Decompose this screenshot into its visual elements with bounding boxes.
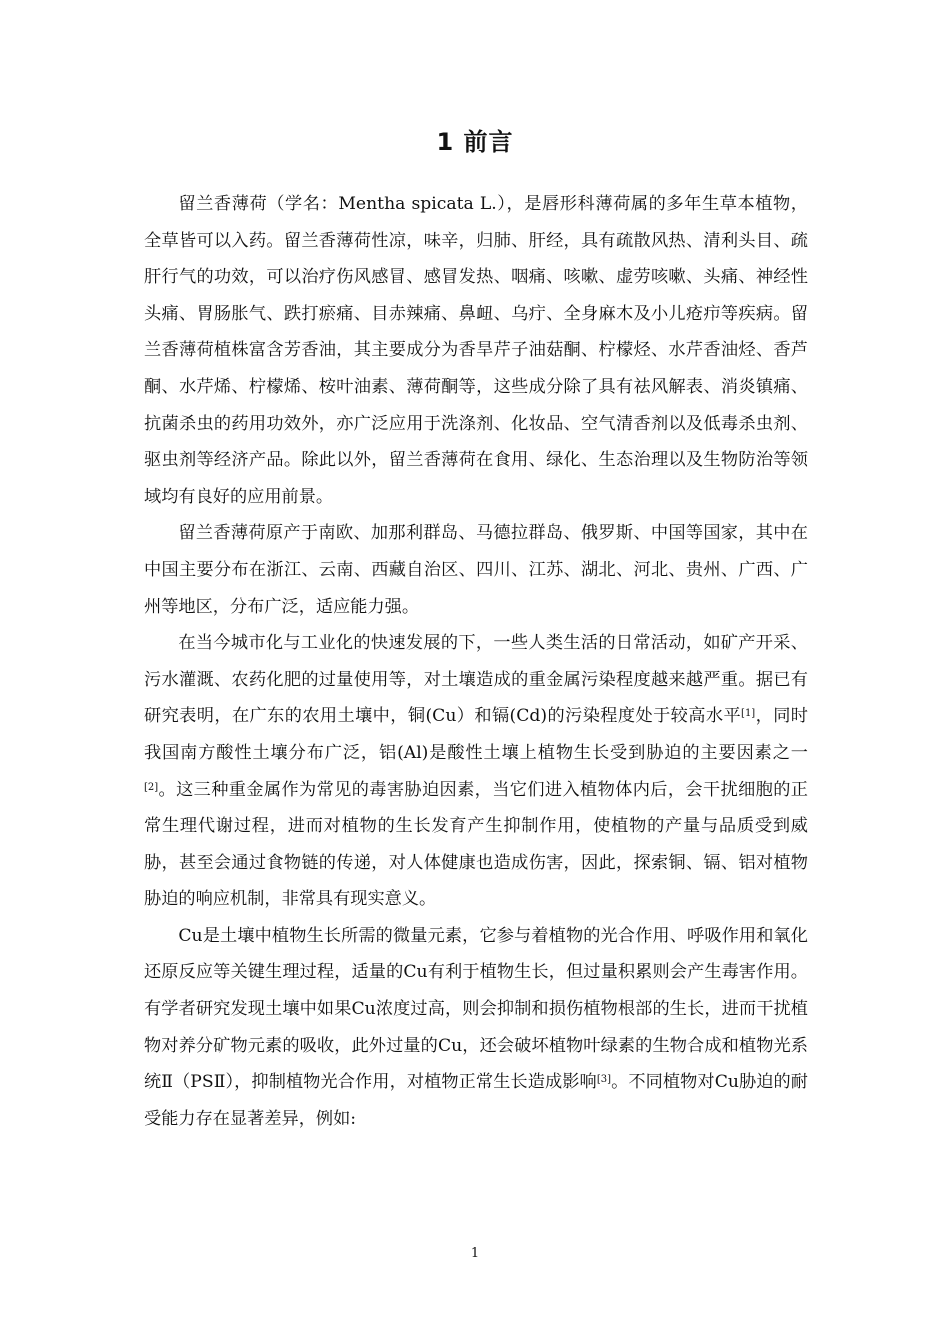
citation-2: [2] [144,781,159,793]
paragraph-4-text-b: 。不同植物对Cu胁迫的耐受能力存在显著差异，例如: [144,1072,808,1129]
paragraph-2: 留兰香薄荷原产于南欧、加那利群岛、马德拉群岛、俄罗斯、中国等国家，其中在中国主要分布在浙江、云南、西藏自治区、四川、江苏、湖北、河北、贵州、广西、广州等地区，分布广泛，适应能力强。 [144,523,808,617]
citation-1: [1] [741,708,756,720]
section-title: 1 前言 [436,128,514,156]
paragraph-3 [144,625,808,918]
paragraph-1: 留兰香薄荷（学名：Mentha spicata L.），是唇形科薄荷属的多年生草本植物，全草皆可以入药。留兰香薄荷性凉，味辛，归肺、肝经，具有疏散风热、清利头目、疏肝行气的功效，可以治疗伤风感冒、感冒发热、咽痛、咳嗽、虚劳咳嗽、头痛、神经性头痛、胃肠胀气、跌打瘀痛、目赤辣痛、鼻衄、乌疔、全身麻木及小儿疮疖等疾病。留兰香薄荷植株富含芳香油，其主要成分为香旱芹子油菇酮、柠檬烃、水芹香油烃、香芦酮、水芹烯、柠檬烯、桉叶油素、薄荷酮等，这些成分除了具有祛风解表、消炎镇痛、抗菌杀虫的药用功效外，亦广泛应用于洗涤剂、化妆品、空气清香剂以及低毒杀虫剂、驱虫剂等经济产品。除此以外，留兰香薄荷在食用、绿化、生态治理以及生物防治等领域均有良好的应用前景。 [144,194,808,507]
paragraph-3-text-c: 。这三种重金属作为常见的毒害胁迫因素，当它们进入植物体内后，会干扰细胞的正常生理代谢过程，进而对植物的生长发育产生抑制作用，使植物的产量与品质受到威胁，甚至会通过食物链的传递，对人体健康也造成伤害，因此，探索铜、镉、铝对植物胁迫的响应机制，非常具有现实意义。 [144,779,808,910]
paragraph-4-text-a: Cu是土壤中植物生长所需的微量元素，它参与着植物的光合作用、呼吸作用和氧化还原反应等关键生理过程，适量的Cu有利于植物生长，但过量积累则会产生毒害作用。有学者研究发现土壤中如果Cu浓度过高，则会抑制和损伤植物根部的生长，进而干扰植物对养分矿物元素的吸收，此外过量的Cu，还会破坏植物叶绿素的生物合成和植物光系统Ⅱ（PSⅡ），抑制植物光合作用，对植物正常生长造成影响 [144,925,808,1093]
paragraph-3-text-a: 在当今城市化与工业化的快速发展的下，一些人类生活的日常活动，如矿产开采、污水灌溉、农药化肥的过量使用等，对土壤造成的重金属污染程度越来越严重。据已有研究表明，在广东的农用土壤中，铜(Cu）和镉(Cd)的污染程度处于较高水平 [144,633,808,727]
paragraph-3-text-b: ，同时我国南方酸性土壤分布广泛，铝(Al)是酸性土壤上植物生长受到胁迫的主要因素之一 [144,706,808,763]
body-text [144,186,808,1137]
paragraph-4 [144,918,808,1138]
page-number: 1 [470,1246,480,1261]
citation-3: [3] [596,1074,611,1086]
